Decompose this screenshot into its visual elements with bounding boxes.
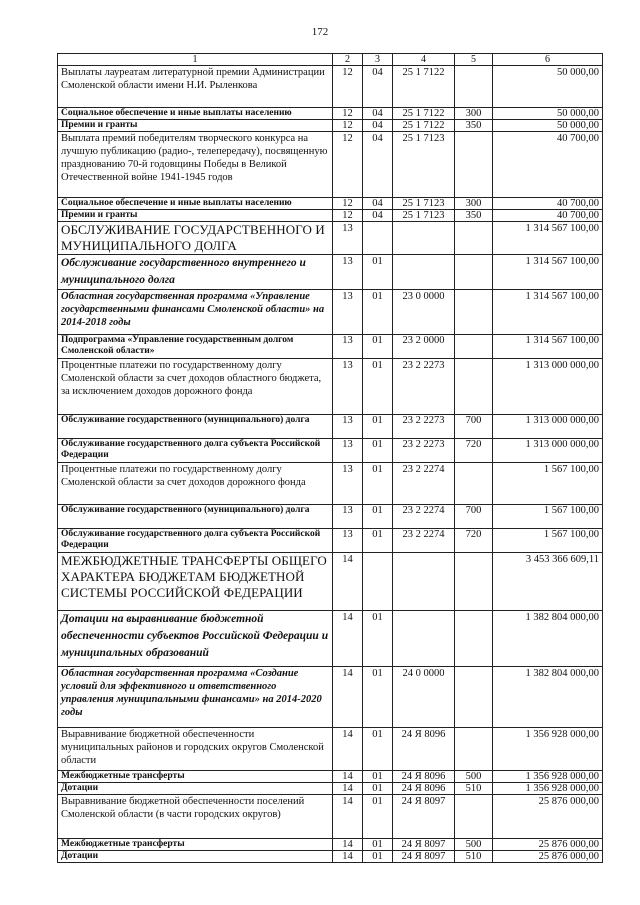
budget-table (57, 53, 603, 863)
row-c2-cell: 14 (333, 667, 363, 728)
row-name-cell: Выравнивание бюджетной обеспеченности поселений Смоленской области (в части городских округов) (58, 795, 333, 839)
row-c4-cell: 23 2 2273 (393, 439, 455, 463)
row-c5-cell: 500 (455, 771, 493, 783)
row-c4-cell (393, 255, 455, 290)
row-name-cell: Выплаты лауреатам литературной премии Администрации Смоленской области имени Н.И. Рыленкова (58, 66, 333, 108)
row-c2-cell: 13 (333, 505, 363, 529)
table-row (58, 611, 603, 667)
table-row (58, 529, 603, 553)
row-c2-cell: 14 (333, 771, 363, 783)
row-c6-cell: 1 567 100,00 (493, 463, 603, 505)
row-name-cell: Областная государственная программа «Управление государственными финансами Смоленской области» на 2014-2018 годы (58, 290, 333, 335)
row-c2-cell: 13 (333, 255, 363, 290)
row-c3-cell: 04 (363, 66, 393, 108)
header-cell: 4 (393, 54, 455, 66)
row-c6-cell: 40 700,00 (493, 210, 603, 222)
row-c4-cell: 25 1 7123 (393, 198, 455, 210)
row-c3-cell: 01 (363, 783, 393, 795)
row-c5-cell: 510 (455, 783, 493, 795)
table-row (58, 132, 603, 198)
row-name-cell: ОБСЛУЖИВАНИЕ ГОСУДАРСТВЕННОГО И МУНИЦИПАЛЬНОГО ДОЛГА (58, 222, 333, 255)
row-c4-cell: 25 1 7122 (393, 66, 455, 108)
row-name-cell: Социальное обеспечение и иные выплаты населению (58, 108, 333, 120)
row-c3-cell: 04 (363, 120, 393, 132)
row-c3-cell: 04 (363, 198, 393, 210)
row-c2-cell: 13 (333, 222, 363, 255)
row-c4-cell: 23 0 0000 (393, 290, 455, 335)
row-c6-cell: 1 356 928 000,00 (493, 728, 603, 771)
row-c6-cell: 40 700,00 (493, 132, 603, 198)
row-name-cell: Межбюджетные трансферты (58, 771, 333, 783)
row-c3-cell: 01 (363, 529, 393, 553)
row-c2-cell: 13 (333, 439, 363, 463)
header-cell: 2 (333, 54, 363, 66)
row-c3-cell: 01 (363, 255, 393, 290)
row-c3-cell: 04 (363, 108, 393, 120)
row-c5-cell (455, 463, 493, 505)
row-c4-cell: 23 2 2274 (393, 529, 455, 553)
row-c5-cell (455, 611, 493, 667)
row-c4-cell: 24 Я 8097 (393, 839, 455, 851)
row-c2-cell: 13 (333, 290, 363, 335)
table-row (58, 728, 603, 771)
row-c4-cell: 25 1 7122 (393, 120, 455, 132)
row-name-cell: МЕЖБЮДЖЕТНЫЕ ТРАНСФЕРТЫ ОБЩЕГО ХАРАКТЕРА БЮДЖЕТАМ БЮДЖЕТНОЙ СИСТЕМЫ РОССИЙСКОЙ ФЕДЕРАЦИИ (58, 553, 333, 611)
header-cell: 5 (455, 54, 493, 66)
row-c2-cell: 14 (333, 851, 363, 863)
row-c2-cell: 14 (333, 611, 363, 667)
table-row (58, 415, 603, 439)
row-c5-cell (455, 553, 493, 611)
row-name-cell: Выплата премий победителям творческого конкурса на лучшую публикацию (радио-, телепередачу), посвященную празднованию 70-й годовщины Победы в Великой Отечественной войне 1941-1945 годов (58, 132, 333, 198)
row-c3-cell: 01 (363, 415, 393, 439)
row-c3-cell: 04 (363, 210, 393, 222)
table-row (58, 66, 603, 108)
table-row (58, 439, 603, 463)
table-row (58, 255, 603, 290)
row-c6-cell: 1 382 804 000,00 (493, 667, 603, 728)
row-c6-cell: 1 313 000 000,00 (493, 359, 603, 415)
table-row (58, 463, 603, 505)
row-c3-cell: 01 (363, 771, 393, 783)
row-c5-cell (455, 335, 493, 359)
table-row (58, 839, 603, 851)
row-c2-cell: 13 (333, 529, 363, 553)
row-name-cell: Обслуживание государственного долга субъекта Российской Федерации (58, 529, 333, 553)
row-c4-cell: 24 Я 8097 (393, 795, 455, 839)
table-row (58, 851, 603, 863)
row-c4-cell (393, 553, 455, 611)
row-c5-cell (455, 66, 493, 108)
row-c2-cell: 12 (333, 66, 363, 108)
row-name-cell: Социальное обеспечение и иные выплаты населению (58, 198, 333, 210)
row-c6-cell: 1 314 567 100,00 (493, 222, 603, 255)
row-c2-cell: 13 (333, 463, 363, 505)
table-row (58, 359, 603, 415)
row-name-cell: Премии и гранты (58, 210, 333, 222)
row-c3-cell: 01 (363, 795, 393, 839)
row-c5-cell (455, 359, 493, 415)
row-c6-cell: 25 876 000,00 (493, 839, 603, 851)
row-c4-cell: 24 Я 8096 (393, 728, 455, 771)
table-row (58, 795, 603, 839)
row-c6-cell: 1 567 100,00 (493, 505, 603, 529)
row-c3-cell (363, 222, 393, 255)
row-name-cell: Межбюджетные трансферты (58, 839, 333, 851)
row-c6-cell: 1 313 000 000,00 (493, 415, 603, 439)
row-c6-cell: 3 453 366 609,11 (493, 553, 603, 611)
row-name-cell: Процентные платежи по государственному долгу Смоленской области за счет доходов областного бюджета, за исключением доходов дорожного фонда (58, 359, 333, 415)
table-row (58, 108, 603, 120)
header-cell: 6 (493, 54, 603, 66)
row-c5-cell: 350 (455, 120, 493, 132)
row-c4-cell: 23 2 2273 (393, 415, 455, 439)
row-c5-cell: 700 (455, 505, 493, 529)
row-c3-cell: 01 (363, 359, 393, 415)
row-c4-cell: 25 1 7123 (393, 132, 455, 198)
row-name-cell: Дотации на выравнивание бюджетной обеспеченности субъектов Российской Федерации и муниципальных образований (58, 611, 333, 667)
row-c4-cell: 25 1 7122 (393, 108, 455, 120)
table-header-row (58, 54, 603, 66)
row-c6-cell: 1 314 567 100,00 (493, 335, 603, 359)
row-name-cell: Подпрограмма «Управление государственным долгом Смоленской области» (58, 335, 333, 359)
row-c5-cell: 300 (455, 108, 493, 120)
row-c5-cell (455, 222, 493, 255)
row-c2-cell: 14 (333, 553, 363, 611)
table-row (58, 667, 603, 728)
row-name-cell: Процентные платежи по государственному долгу Смоленской области за счет доходов дорожного фонда (58, 463, 333, 505)
row-c5-cell: 720 (455, 529, 493, 553)
row-c4-cell: 24 Я 8096 (393, 783, 455, 795)
row-c5-cell: 500 (455, 839, 493, 851)
row-c5-cell (455, 795, 493, 839)
row-c6-cell: 25 876 000,00 (493, 851, 603, 863)
row-c4-cell: 23 2 2274 (393, 463, 455, 505)
row-c6-cell: 50 000,00 (493, 120, 603, 132)
row-c6-cell: 1 382 804 000,00 (493, 611, 603, 667)
row-c2-cell: 13 (333, 415, 363, 439)
row-c2-cell: 14 (333, 783, 363, 795)
row-c5-cell: 700 (455, 415, 493, 439)
header-cell: 3 (363, 54, 393, 66)
row-c6-cell: 1 356 928 000,00 (493, 771, 603, 783)
row-name-cell: Премии и гранты (58, 120, 333, 132)
row-c4-cell: 23 2 0000 (393, 335, 455, 359)
row-c4-cell: 24 0 0000 (393, 667, 455, 728)
row-c6-cell: 1 567 100,00 (493, 529, 603, 553)
row-c4-cell: 24 Я 8096 (393, 771, 455, 783)
row-c6-cell: 50 000,00 (493, 108, 603, 120)
header-cell: 1 (58, 54, 333, 66)
row-c3-cell (363, 553, 393, 611)
row-c6-cell: 1 314 567 100,00 (493, 255, 603, 290)
row-c6-cell: 1 314 567 100,00 (493, 290, 603, 335)
row-name-cell: Выравнивание бюджетной обеспеченности муниципальных районов и городских округов Смоленской области (58, 728, 333, 771)
row-c5-cell: 350 (455, 210, 493, 222)
row-c3-cell: 01 (363, 667, 393, 728)
row-c3-cell: 01 (363, 290, 393, 335)
row-name-cell: Обслуживание государственного внутреннего и муниципального долга (58, 255, 333, 290)
table-row (58, 505, 603, 529)
row-c4-cell (393, 222, 455, 255)
row-c2-cell: 12 (333, 210, 363, 222)
table-row (58, 553, 603, 611)
table-row (58, 120, 603, 132)
row-c4-cell: 25 1 7123 (393, 210, 455, 222)
page-number: 172 (311, 26, 329, 38)
table-row (58, 290, 603, 335)
row-c5-cell: 720 (455, 439, 493, 463)
row-c4-cell (393, 611, 455, 667)
row-c3-cell: 04 (363, 132, 393, 198)
row-name-cell: Обслуживание государственного долга субъекта Российской Федерации (58, 439, 333, 463)
row-c3-cell: 01 (363, 463, 393, 505)
row-c4-cell: 24 Я 8097 (393, 851, 455, 863)
row-c3-cell: 01 (363, 839, 393, 851)
row-c2-cell: 12 (333, 132, 363, 198)
table-row (58, 771, 603, 783)
row-name-cell: Обслуживание государственного (муниципального) долга (58, 505, 333, 529)
row-c3-cell: 01 (363, 728, 393, 771)
row-c3-cell: 01 (363, 439, 393, 463)
row-c5-cell (455, 255, 493, 290)
row-c2-cell: 12 (333, 108, 363, 120)
table-row (58, 335, 603, 359)
row-c2-cell: 13 (333, 359, 363, 415)
row-c3-cell: 01 (363, 851, 393, 863)
row-c3-cell: 01 (363, 505, 393, 529)
table-row (58, 198, 603, 210)
row-c6-cell: 1 356 928 000,00 (493, 783, 603, 795)
row-c5-cell (455, 667, 493, 728)
row-c6-cell: 1 313 000 000,00 (493, 439, 603, 463)
row-c5-cell: 510 (455, 851, 493, 863)
row-c5-cell (455, 290, 493, 335)
table-row (58, 222, 603, 255)
row-name-cell: Областная государственная программа «Создание условий для эффективного и ответственного управления муниципальными финансами» на 2014-2020 годы (58, 667, 333, 728)
row-name-cell: Дотации (58, 783, 333, 795)
row-c5-cell: 300 (455, 198, 493, 210)
row-name-cell: Обслуживание государственного (муниципального) долга (58, 415, 333, 439)
row-name-cell: Дотации (58, 851, 333, 863)
row-c2-cell: 12 (333, 120, 363, 132)
row-c2-cell: 13 (333, 335, 363, 359)
row-c2-cell: 12 (333, 198, 363, 210)
row-c2-cell: 14 (333, 728, 363, 771)
row-c5-cell (455, 132, 493, 198)
row-c2-cell: 14 (333, 839, 363, 851)
row-c6-cell: 50 000,00 (493, 66, 603, 108)
row-c3-cell: 01 (363, 335, 393, 359)
table-row (58, 210, 603, 222)
row-c3-cell: 01 (363, 611, 393, 667)
row-c6-cell: 25 876 000,00 (493, 795, 603, 839)
row-c6-cell: 40 700,00 (493, 198, 603, 210)
row-c2-cell: 14 (333, 795, 363, 839)
row-c4-cell: 23 2 2274 (393, 505, 455, 529)
row-c4-cell: 23 2 2273 (393, 359, 455, 415)
table-row (58, 783, 603, 795)
row-c5-cell (455, 728, 493, 771)
